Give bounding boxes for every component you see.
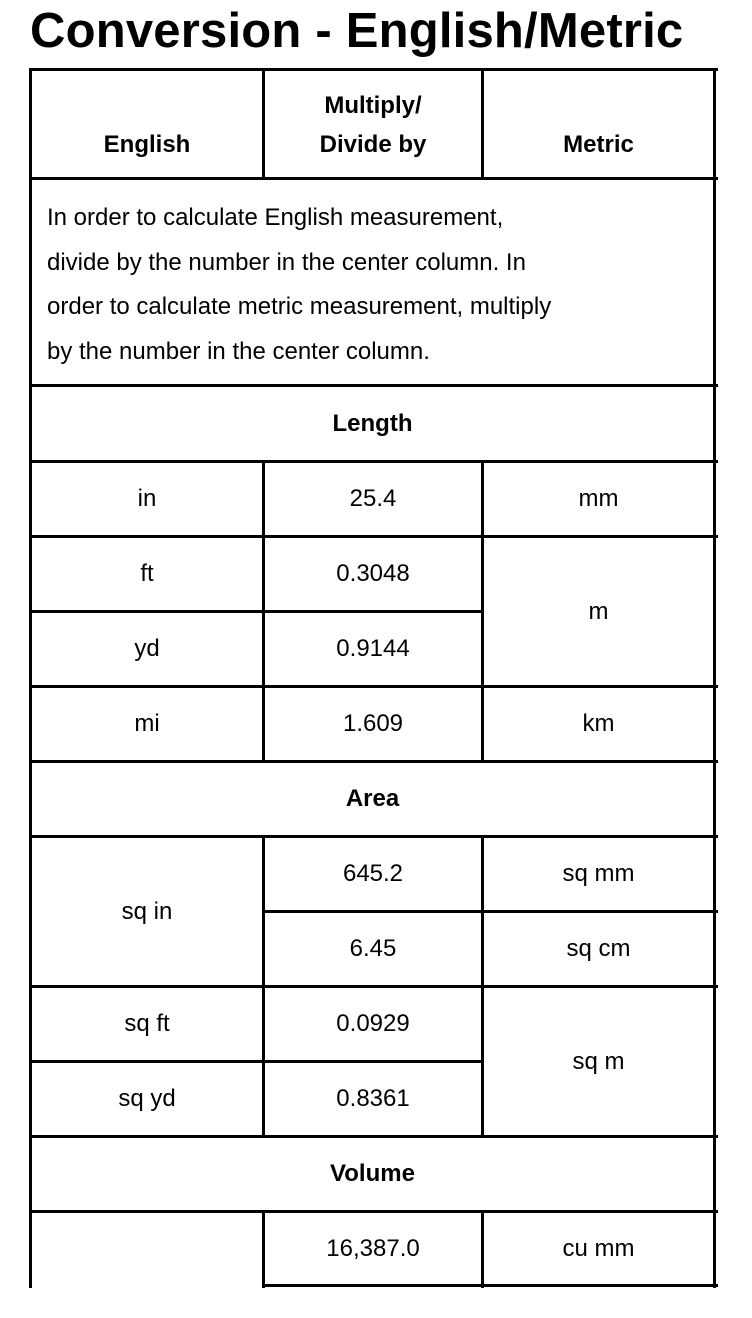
instructions-text: In order to calculate English measurement, divide by the number in the center column. In order to calculate metric measurement, multiply by the number in the center column.	[47, 204, 552, 365]
column-header-metric: Metric	[563, 131, 634, 158]
factor-cell: 0.9144	[336, 635, 410, 662]
factor-cell: 16,387.0	[326, 1234, 420, 1262]
english-unit-cell	[32, 1213, 262, 1284]
metric-unit-cell: sq cm	[566, 935, 631, 962]
metric-unit-merged-cell: sq m	[572, 1047, 625, 1075]
english-unit-cell: in	[137, 485, 157, 512]
section-header-length: Length	[332, 409, 413, 437]
factor-cell: 0.8361	[336, 1085, 410, 1112]
row-divider	[29, 177, 718, 180]
english-unit-cell: ft	[140, 560, 154, 587]
section-header-area: Area	[345, 785, 400, 812]
column-header-factor-line2: Divide by	[319, 131, 427, 158]
factor-cell: 25.4	[349, 485, 397, 512]
factor-cell: 0.0929	[336, 1010, 410, 1037]
metric-unit-merged-cell: m	[588, 597, 609, 625]
metric-unit-cell: cu mm	[562, 1234, 635, 1262]
table-border-right	[713, 68, 716, 1288]
column-header-factor-line1: Multiply/	[324, 92, 422, 119]
english-unit-cell: yd	[134, 635, 160, 662]
factor-cell: 0.3048	[336, 560, 410, 587]
factor-cell: 1.609	[342, 710, 404, 737]
section-header-volume: Volume	[330, 1160, 415, 1187]
row-divider	[262, 1284, 718, 1287]
english-unit-cell: sq yd	[118, 1085, 176, 1112]
column-header-english: English	[103, 131, 191, 158]
page-title: Conversion - English/Metric	[30, 4, 684, 58]
english-unit-cell: sq ft	[124, 1010, 170, 1037]
factor-cell: 645.2	[342, 860, 404, 887]
english-unit-cell: mi	[134, 710, 160, 737]
factor-cell: 6.45	[349, 935, 397, 962]
metric-unit-cell: mm	[578, 485, 619, 512]
english-unit-merged-cell: sq in	[121, 897, 173, 925]
table-border-top	[29, 68, 718, 71]
metric-unit-cell: sq mm	[562, 860, 635, 887]
metric-unit-cell: km	[582, 710, 615, 737]
